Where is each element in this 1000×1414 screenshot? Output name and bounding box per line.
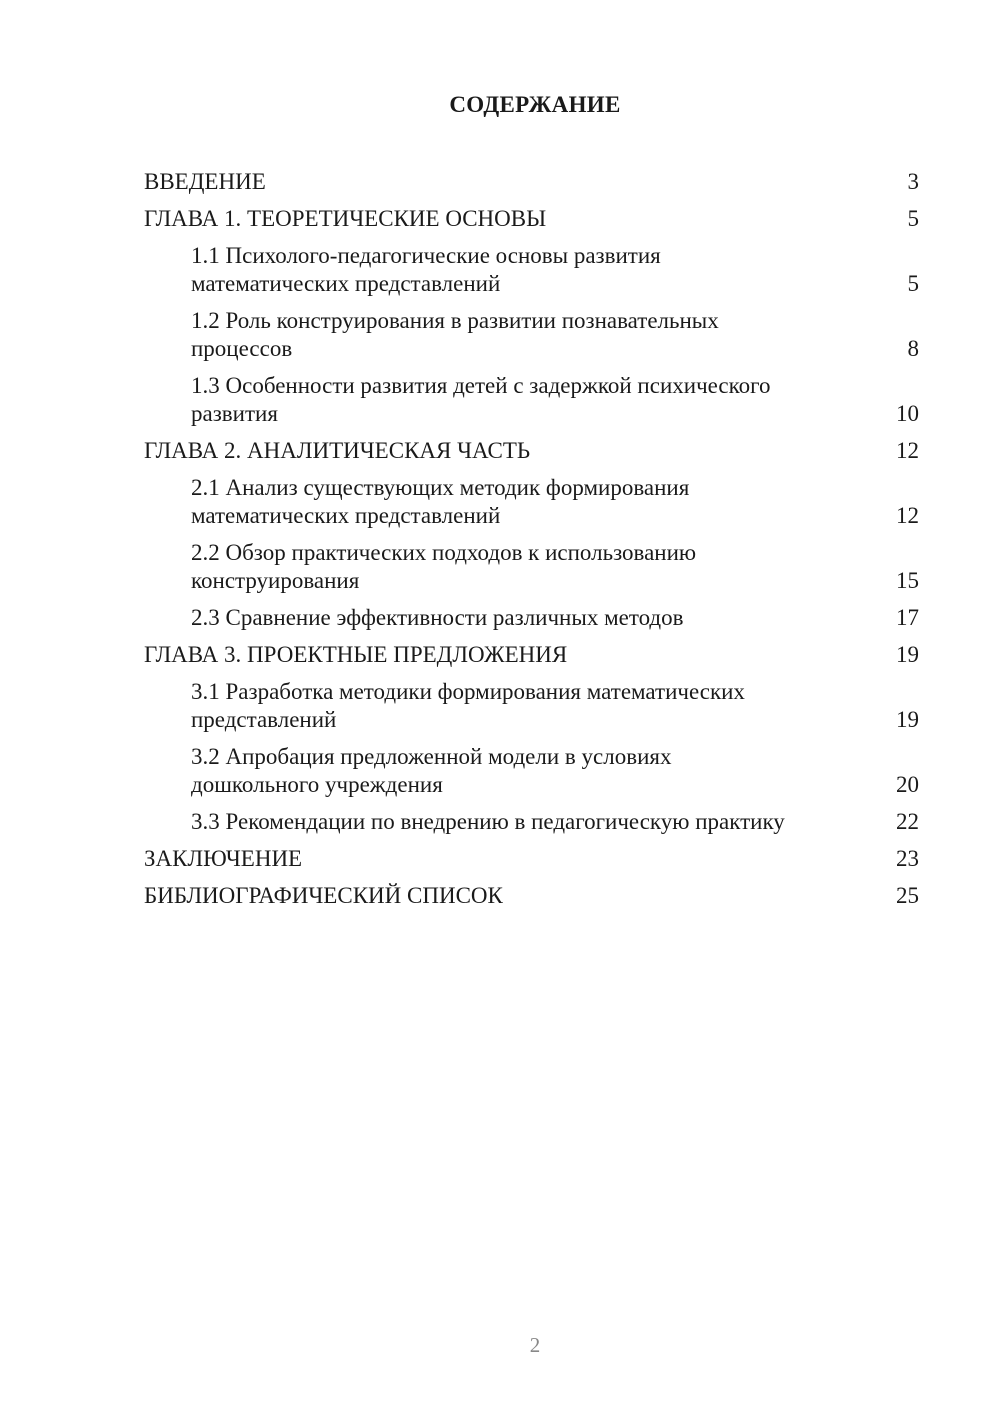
toc-entry-section-3-3[interactable] [144, 808, 919, 836]
toc-entry-text: 2.3 Сравнение эффективности различных методов [191, 605, 684, 630]
toc-entry-page: 8 [907, 336, 919, 361]
page-title: СОДЕРЖАНИЕ [449, 92, 621, 117]
toc-entry-page: 3 [907, 169, 919, 194]
toc-entry-chapter-3[interactable] [144, 641, 919, 669]
toc-entry-text: ГЛАВА 1. ТЕОРЕТИЧЕСКИЕ ОСНОВЫ [144, 206, 547, 231]
toc-entry-text: 2.2 Обзор практических подходов к использованию конструирования [191, 540, 697, 593]
toc-entry-text: 3.3 Рекомендации по внедрению в педагогическую практику [191, 809, 785, 834]
toc-entry-page: 19 [896, 642, 919, 667]
toc-entry-page: 23 [896, 846, 919, 871]
toc-entry-chapter-1[interactable] [144, 205, 919, 233]
toc-entry-page: 22 [896, 809, 919, 834]
toc-entry-page: 12 [896, 438, 919, 463]
toc-entry-text: 1.1 Психолого-педагогические основы развития математических представлений [191, 243, 661, 296]
toc-entry-page: 15 [896, 568, 919, 593]
toc-entry-text: 2.1 Анализ существующих методик формирования математических представлений [191, 475, 690, 528]
toc-entry-text: БИБЛИОГРАФИЧЕСКИЙ СПИСОК [144, 883, 503, 908]
toc-entry-page: 17 [896, 605, 919, 630]
toc-entry-page: 10 [896, 401, 919, 426]
toc-entry-text: 3.1 Разработка методики формирования математических представлений [191, 679, 745, 732]
toc-entry-section-3-1[interactable] [144, 678, 919, 734]
toc-entry-page: 12 [896, 503, 919, 528]
toc-entry-text: ГЛАВА 2. АНАЛИТИЧЕСКАЯ ЧАСТЬ [144, 438, 531, 463]
toc-entry-text: ВВЕДЕНИЕ [144, 169, 266, 194]
toc-entry-text: 1.3 Особенности развития детей с задержкой психического развития [191, 373, 771, 426]
toc-entry-page: 20 [896, 772, 919, 797]
toc-entry-page: 25 [896, 883, 919, 908]
toc-entry-text: 1.2 Роль конструирования в развитии познавательных процессов [191, 308, 719, 361]
toc-entry-section-2-3[interactable] [144, 604, 919, 632]
table-of-contents [144, 168, 919, 919]
toc-entry-conclusion[interactable] [144, 845, 919, 873]
toc-entry-introduction[interactable] [144, 168, 919, 196]
toc-entry-section-3-2[interactable] [144, 743, 919, 799]
toc-entry-page: 5 [907, 271, 919, 296]
toc-entry-page: 5 [907, 206, 919, 231]
toc-entry-text: ГЛАВА 3. ПРОЕКТНЫЕ ПРЕДЛОЖЕНИЯ [144, 642, 568, 667]
toc-entry-bibliography[interactable] [144, 882, 919, 910]
toc-entry-section-1-3[interactable] [144, 372, 919, 428]
toc-entry-chapter-2[interactable] [144, 437, 919, 465]
toc-entry-section-2-2[interactable] [144, 539, 919, 595]
page-number: 2 [529, 1333, 541, 1357]
toc-entry-section-1-1[interactable] [144, 242, 919, 298]
toc-entry-section-2-1[interactable] [144, 474, 919, 530]
toc-entry-page: 19 [896, 707, 919, 732]
toc-entry-section-1-2[interactable] [144, 307, 919, 363]
toc-entry-text: 3.2 Апробация предложенной модели в условиях дошкольного учреждения [191, 744, 672, 797]
toc-entry-text: ЗАКЛЮЧЕНИЕ [144, 846, 303, 871]
